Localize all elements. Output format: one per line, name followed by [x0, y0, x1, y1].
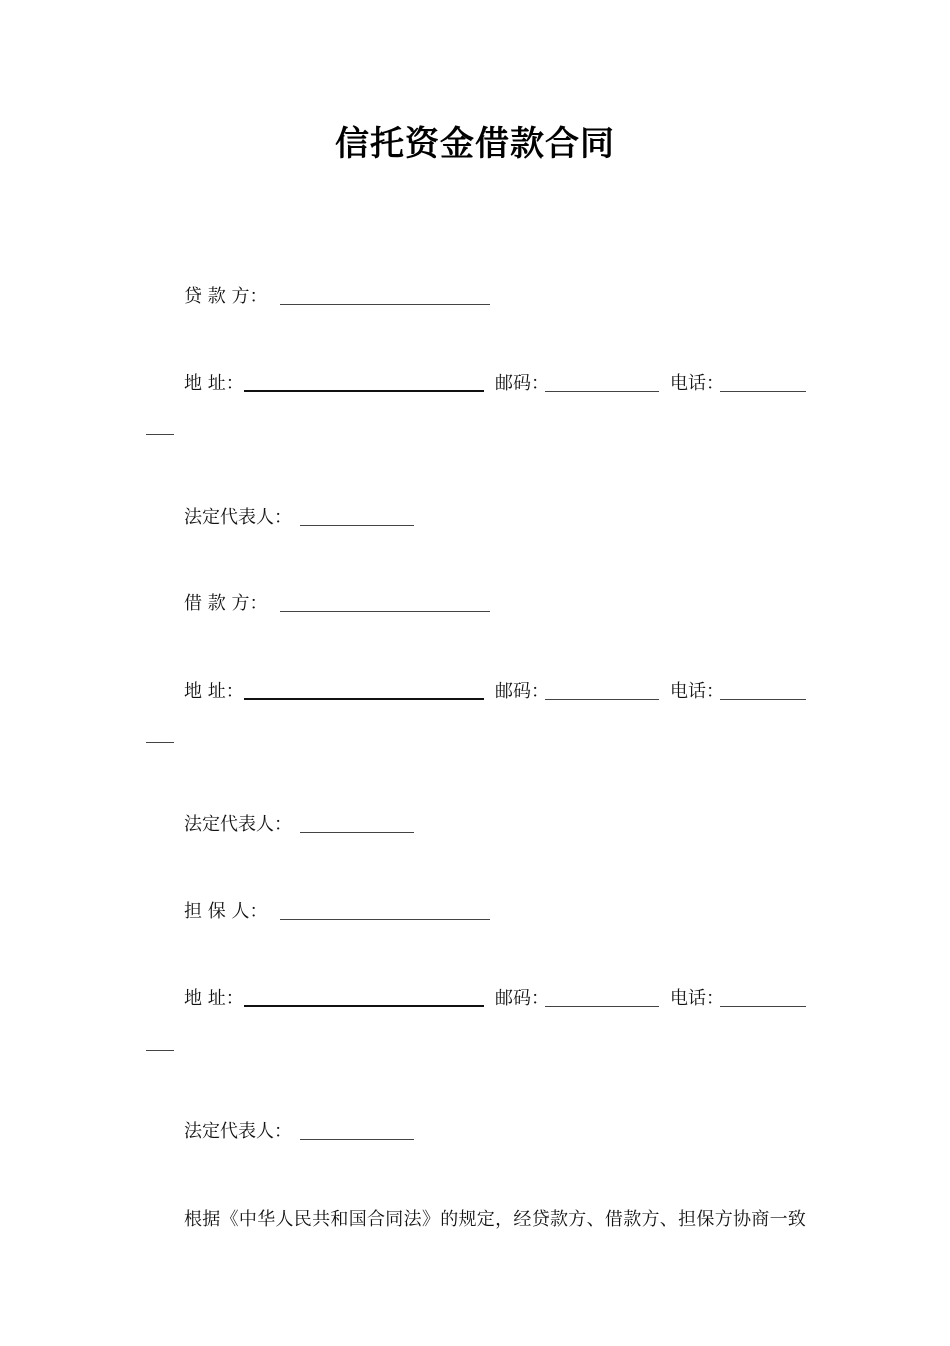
guarantor-address-blank [244, 1005, 484, 1007]
lender-phone-label: 电话： [670, 373, 724, 394]
borrower-rep-label: 法定代表人： [184, 814, 292, 835]
lender-name-blank [280, 304, 490, 305]
lender-rep-label: 法定代表人： [184, 507, 292, 528]
borrower-address-blank [244, 698, 484, 700]
lender-zip-blank [545, 391, 659, 392]
lender-party-label: 贷 款 方： [184, 286, 268, 307]
borrower-phone-blank [720, 699, 806, 700]
guarantor-zip-blank [545, 1006, 659, 1007]
body-paragraph: 根据《中华人民共和国合同法》的规定，经贷款方、借款方、担保方协商一致 [184, 1209, 807, 1230]
lender-address-blank [244, 390, 484, 392]
borrower-party-label: 借 款 方： [184, 593, 268, 614]
lender-address-label: 地 址： [184, 373, 244, 394]
guarantor-rep-blank [300, 1139, 414, 1140]
borrower-address-label: 地 址： [184, 681, 244, 702]
guarantor-rep-label: 法定代表人： [184, 1121, 292, 1142]
borrower-phone-label: 电话： [670, 681, 724, 702]
document-title: 信托资金借款合同 [335, 124, 615, 164]
guarantor-party-label: 担 保 人： [184, 901, 268, 922]
borrower-zip-blank [545, 699, 659, 700]
guarantor-phone-blank [720, 1006, 806, 1007]
guarantor-phone-label: 电话： [670, 988, 724, 1009]
guarantor-zip-label: 邮码： [495, 988, 549, 1009]
borrower-rep-blank [300, 832, 414, 833]
lender-phone-blank-continued [146, 434, 174, 435]
guarantor-address-label: 地 址： [184, 988, 244, 1009]
lender-phone-blank [720, 391, 806, 392]
borrower-phone-blank-continued [146, 742, 174, 743]
guarantor-name-blank [280, 919, 490, 920]
lender-zip-label: 邮码： [495, 373, 549, 394]
lender-rep-blank [300, 525, 414, 526]
borrower-zip-label: 邮码： [495, 681, 549, 702]
guarantor-phone-blank-continued [146, 1050, 174, 1051]
borrower-name-blank [280, 611, 490, 612]
